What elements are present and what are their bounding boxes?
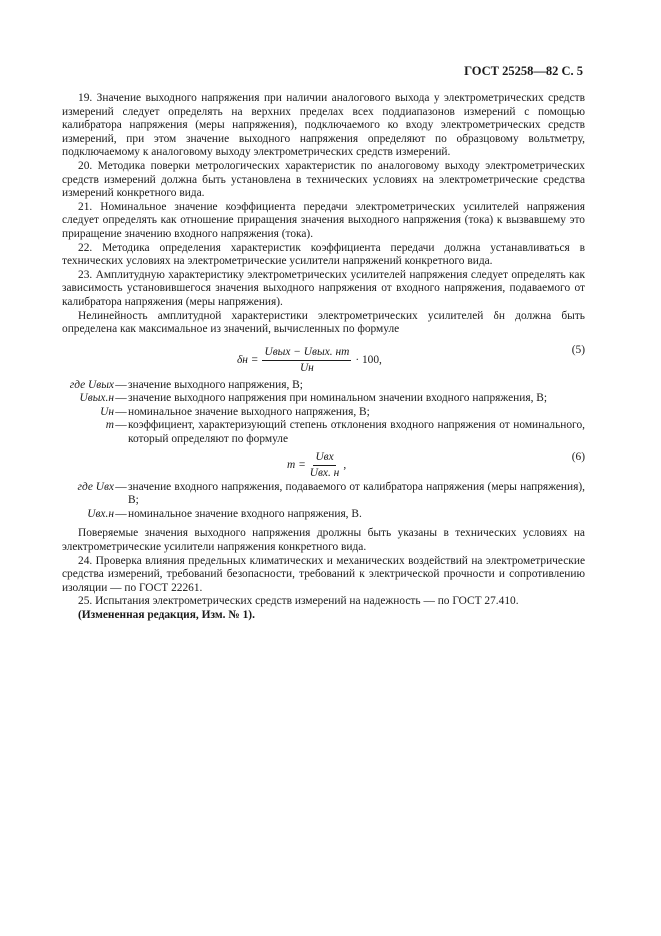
where-desc: значение выходного напряжения при номинальном значении входного напряжения, В; <box>128 392 548 405</box>
formula-6-denominator: Uвх. н <box>309 467 340 480</box>
paragraph-24: 24. Проверка влияния предельных климатических и механических воздействий на электрометрические средства измерений, требований безопасности, требований к электрической прочности и сопротивлению изоляции — по ГОСТ 22261. <box>62 554 585 594</box>
formula-6-numerator: Uвх <box>313 451 335 467</box>
formula-5-denominator: Uн <box>299 362 314 375</box>
where-row: где Uвх — значение входного напряжения, подаваемого от калибратора напряжения (меры напряжения), В; <box>62 481 585 508</box>
where-term: Uвх.н <box>87 507 114 520</box>
where-list-1 <box>62 379 585 447</box>
where-row: Uн — номинальное значение выходного напряжения, В; <box>62 406 585 420</box>
where-row: m — коэффициент, характеризующий степень отклонения входного напряжения от номинального, который определяют по формуле <box>62 419 585 446</box>
formula-5-lhs: δн = <box>237 353 259 366</box>
formula-6-lhs: m = <box>287 458 306 471</box>
where-row: Uвх.н — номинальное значение входного напряжения, В. <box>62 508 585 522</box>
formula-5-fraction <box>262 346 351 376</box>
amendment-note: (Измененная редакция, Изм. № 1). <box>78 609 255 621</box>
where-list-2 <box>62 481 585 522</box>
formula-6 <box>62 449 585 479</box>
where-desc: значение выходного напряжения, В; <box>128 378 303 391</box>
where-row: Uвых.н — значение выходного напряжения при номинальном значении входного напряжения, В; <box>62 392 585 406</box>
formula-6-tail: , <box>343 458 347 471</box>
where-row: где Uвых — значение выходного напряжения, В; <box>62 379 585 393</box>
formula-5-numerator: Uвых − Uвых. нm <box>262 346 351 362</box>
document-body <box>62 92 585 623</box>
formula-6-number: (6) <box>571 450 585 463</box>
paragraph-23: 23. Амплитудную характеристику электрометрических усилителей напряжения следует определять как зависимость установившегося значения выходного напряжения от входного напряжения, подаваемого от калибратора напряжения (меры напряжения). <box>62 268 585 308</box>
paragraph-20: 20. Методика поверки метрологических характеристик по аналоговому выходу электрометрических средств измерений должна быть установлена в технических условиях на электрометрические средства измерений конкретного вида. <box>62 159 585 200</box>
formula-5-tail: · 100, <box>355 353 382 366</box>
where-desc: номинальное значение выходного напряжения, В; <box>128 405 370 418</box>
where-desc: коэффициент, характеризующий степень отклонения входного напряжения от номинального, который определяют по формуле <box>128 419 585 446</box>
where-term: где Uвых <box>69 378 114 391</box>
where-term: Uвых.н <box>79 392 114 405</box>
paragraph-25: 25. Испытания электрометрических средств измерений на надежность — по ГОСТ 27.410. <box>78 595 519 608</box>
paragraph-23-verified-values: Поверяемые значения выходного напряжения дролжны быть указаны в технических условиях на электрометрические усилители напряжения конкретного вида. <box>62 527 585 554</box>
where-term: m <box>105 419 114 432</box>
formula-5-number: (5) <box>571 343 585 356</box>
where-desc: номинальное значение входного напряжения, В. <box>128 507 362 520</box>
formula-6-fraction <box>310 451 340 481</box>
paragraph-22: 22. Методика определения характеристик коэффициента передачи должна устанавливаться в технических условиях на электрометрические усилители напряжений конкретного вида. <box>62 241 585 268</box>
paragraph-19: 19. Значение выходного напряжения при наличии аналогового выхода у электрометрических средств измерений следует определять на верхних пределах всех поддиапазонов измерений с помощью калибратора напряжения (меры напряжения), подключаемого ко входу электрометрических средств измерений, при этом значение выходного напряжения определяют по образцовому вольтметру, подключаемому к аналоговому выходу электрометрических средств измерений. <box>62 92 585 159</box>
where-term: Uн <box>100 405 114 418</box>
where-term: где Uвх <box>77 480 114 493</box>
where-desc: значение входного напряжения, подаваемого от калибратора напряжения (меры напряжения), В; <box>128 480 585 507</box>
paragraph-21: 21. Номинальное значение коэффициента передачи электрометрических усилителей напряжения следует определять как отношение приращения значения выходного напряжения (тока) к вызвавшему это приращение значению входного напряжения (тока). <box>62 200 585 240</box>
page-header: ГОСТ 25258—82 С. 5 <box>464 64 583 78</box>
formula-5 <box>62 340 585 374</box>
paragraph-23-nonlinearity: Нелинейность амплитудной характеристики электрометрических усилителей δн должна быть определена как максимальное из значений, вычисленных по формуле <box>62 309 585 336</box>
